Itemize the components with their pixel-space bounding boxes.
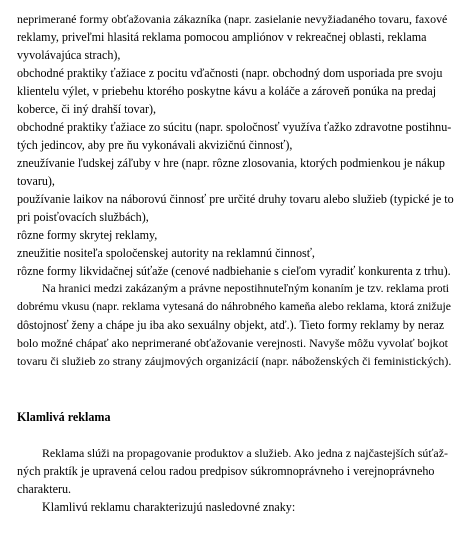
list-item-3-line-1: obchodné praktiky ťažiace zo súcitu (napr. spoločnosť využíva ťažko zdravotne postihnu- [17,120,452,134]
list-item-1-line-2: reklamy, priveľmi hlasitá reklama pomocou ampliónov v rekreačnej oblasti, reklama [17,30,427,44]
paragraph-2-line-2: ných praktík je upravená celou radou predpisov súkromnoprávneho i verejnoprávneho [17,464,435,478]
paragraph-1-line-3: dôstojnosť ženy a chápe ju iba ako sexuálny objekt, atď.). Tieto formy reklamy by neraz [17,318,445,332]
paragraph-1-line-5: tovaru či služieb zo strany záujmových organizácií (napr. náboženských či feministických). [17,354,452,368]
paragraph-1-line-2: dobrému vkusu (napr. reklama vytesaná do náhrobného kameňa alebo reklama, ktorá znižuje [17,300,451,313]
list-item-1-line-3: vyvolávajúca strach), [17,48,121,62]
list-item-5-line-2: pri poisťovacích službách), [17,210,149,224]
paragraph-2-line-1: Reklama slúži na propagovanie produktov a služieb. Ako jedna z najčastejších súťaž- [42,446,448,460]
paragraph-1-line-4: bolo možné chápať ako neprimerané obťažovanie verejnosti. Navyše môžu vyvolať bojkot [17,336,448,350]
list-item-3-line-2: tých jedincov, aby pre ňu vykonávali akvizičnú činnosť), [17,138,293,152]
paragraph-2-line-3: charakteru. [17,482,72,496]
section-heading: Klamlivá reklama [17,410,111,424]
paragraph-3-line-1: Klamlivú reklamu charakterizujú nasledovné znaky: [42,500,296,514]
list-item-2-line-1: obchodné praktiky ťažiace z pocitu vďačnosti (napr. obchodný dom usporiada pre svoju [17,66,443,80]
list-item-6-line-1: rôzne formy skrytej reklamy, [17,228,158,242]
paragraph-1-line-1: Na hranici medzi zakázaným a právne nepostihnuteľným konaním je tzv. reklama proti [42,282,450,295]
list-item-1-line-1: neprimerané formy obťažovania zákazníka (napr. zasielanie nevyžiadaného tovaru, faxové [17,12,448,26]
list-item-5-line-1: používanie laikov na náborovú činnosť pre určité druhy tovaru alebo služieb (typické je to [17,192,454,206]
list-item-4-line-1: zneužívanie ľudskej záľuby v hre (napr. rôzne zlosovania, ktorých podmienkou je nákup [17,156,445,170]
list-item-4-line-2: tovaru), [17,174,55,188]
list-item-8-line-1: rôzne formy likvidačnej súťaže (cenové nadbiehanie s cieľom vyradiť konkurenta z trhu). [17,264,451,278]
list-item-2-line-3: koberce, či iný drahší tovar), [17,102,157,116]
list-item-2-line-2: klientelu výlet, v priebehu ktorého poskytne kávu a koláče a zároveň ponúka na predaj [17,84,437,98]
list-item-7-line-1: zneužitie nositeľa spoločenskej autority na reklamnú činnosť, [17,246,315,260]
